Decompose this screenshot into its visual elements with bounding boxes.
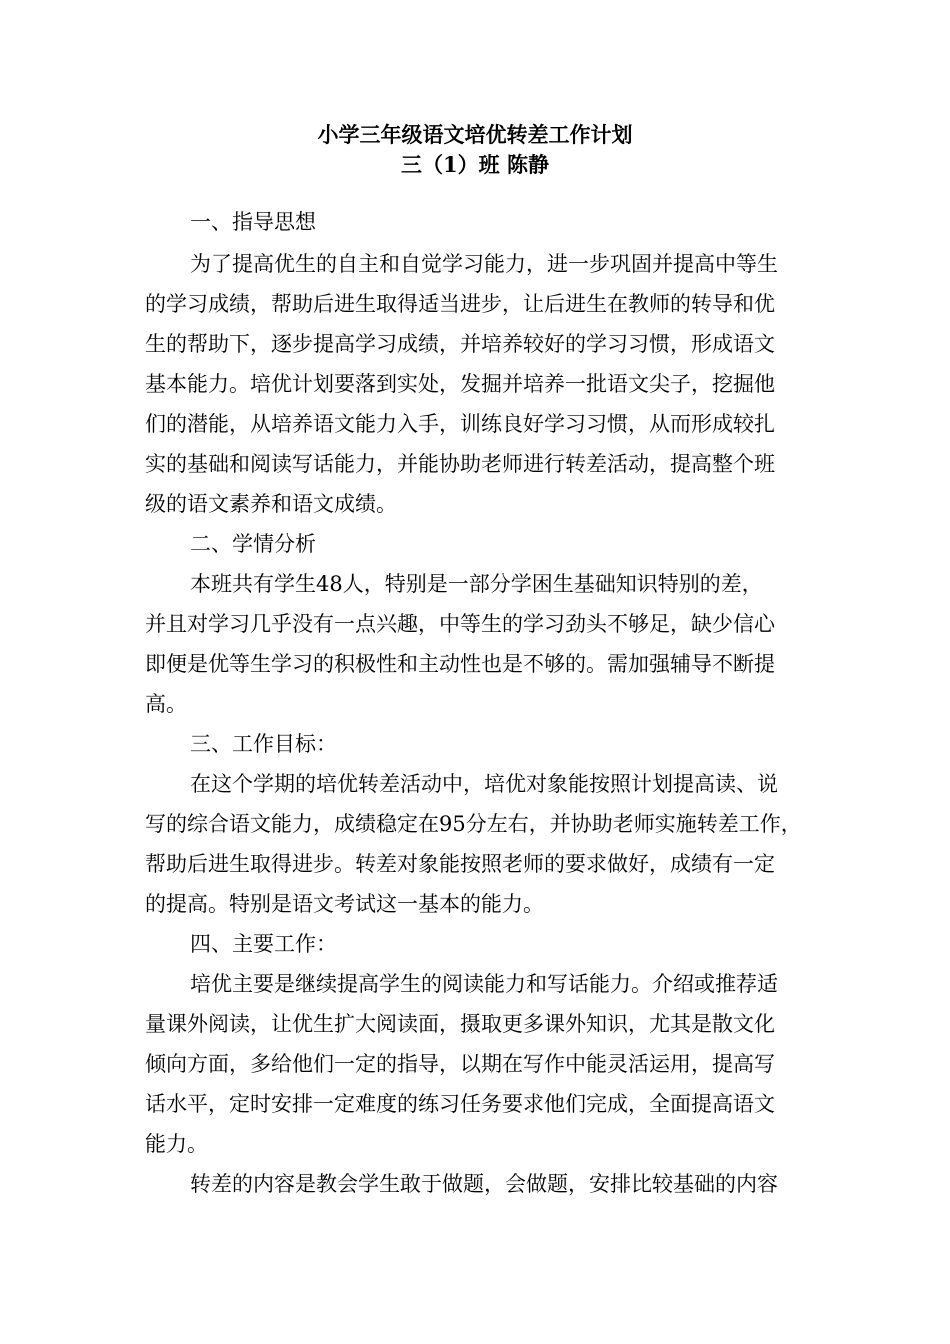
section-heading-main-work: 四、主要工作： bbox=[190, 932, 337, 956]
section-heading-work-goals: 三、工作目标： bbox=[190, 732, 337, 756]
paragraph-line: 高。 bbox=[145, 692, 187, 716]
paragraph-line: 的提高。特别是语文考试这一基本的能力。 bbox=[145, 892, 544, 916]
paragraph-line: 并且对学习几乎没有一点兴趣，中等生的学习劲头不够足，缺少信心 bbox=[145, 612, 775, 636]
paragraph-line: 能力。 bbox=[145, 1132, 208, 1156]
paragraph-line: 即便是优等生学习的积极性和主动性也是不够的。需加强辅导不断提 bbox=[145, 652, 775, 676]
document-title: 小学三年级语文培优转差工作计划 bbox=[317, 122, 633, 147]
paragraph-line: 写的综合语文能力，成绩稳定在95分左右，并协助老师实施转差工作， bbox=[145, 812, 802, 836]
paragraph-line: 基本能力。培优计划要落到实处，发掘并培养一批语文尖子，挖掘他 bbox=[145, 372, 775, 396]
paragraph-line: 们的潜能，从培养语文能力入手，训练良好学习习惯，从而形成较扎 bbox=[145, 412, 775, 436]
paragraph-line: 级的语文素养和语文成绩。 bbox=[145, 492, 397, 516]
paragraph-line: 生的帮助下，逐步提高学习成绩，并培养较好的学习习惯，形成语文 bbox=[145, 332, 775, 356]
paragraph-line: 帮助后进生取得进步。转差对象能按照老师的要求做好，成绩有一定 bbox=[145, 852, 775, 876]
section-heading-situation-analysis: 二、学情分析 bbox=[190, 532, 316, 556]
paragraph-line: 转差的内容是教会学生敢于做题，会做题，安排比较基础的内容 bbox=[190, 1172, 778, 1196]
paragraph-line: 量课外阅读，让优生扩大阅读面，摄取更多课外知识，尤其是散文化 bbox=[145, 1012, 775, 1036]
paragraph-line: 培优主要是继续提高学生的阅读能力和写话能力。介绍或推荐适 bbox=[190, 972, 778, 996]
paragraph-line: 本班共有学生48人，特别是一部分学困生基础知识特别的差， bbox=[190, 572, 763, 596]
paragraph-line: 在这个学期的培优转差活动中，培优对象能按照计划提高读、说 bbox=[190, 772, 778, 796]
paragraph-line: 为了提高优生的自主和自觉学习能力，进一步巩固并提高中等生 bbox=[190, 252, 778, 276]
document-subtitle: 三（1）班 陈静 bbox=[401, 152, 549, 177]
paragraph-line: 话水平，定时安排一定难度的练习任务要求他们完成，全面提高语文 bbox=[145, 1092, 775, 1116]
section-heading-guiding-idea: 一、指导思想 bbox=[190, 210, 316, 234]
paragraph-line: 实的基础和阅读写话能力，并能协助老师进行转差活动，提高整个班 bbox=[145, 452, 775, 476]
paragraph-line: 倾向方面，多给他们一定的指导，以期在写作中能灵活运用，提高写 bbox=[145, 1052, 775, 1076]
paragraph-line: 的学习成绩，帮助后进生取得适当进步，让后进生在教师的转导和优 bbox=[145, 292, 775, 316]
